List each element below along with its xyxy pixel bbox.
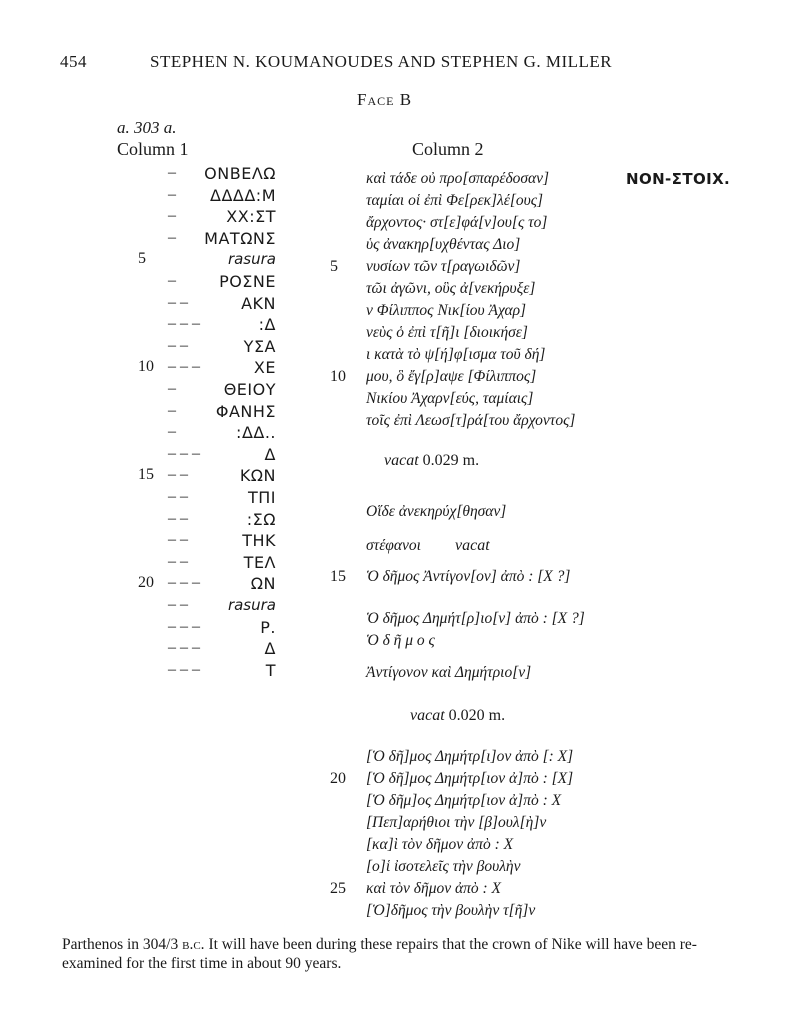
inscription-line: ΤΠΙ (247, 488, 276, 507)
inscription-line: [κα]ὶ τὸν δῆμον ἀπὸ : Χ (366, 836, 514, 853)
lacuna-marks: – – – (168, 617, 200, 635)
inscription-line: Δ (264, 639, 276, 659)
lacuna-marks: – – – (168, 315, 200, 333)
inscription-line: στέφανοι (366, 537, 421, 554)
lacuna-marks: – (168, 380, 176, 397)
inscription-line: Ὁ δῆμος Ἀντίγον[ον] ἀπὸ : [Χ ?] (366, 568, 571, 585)
line-number: 20 (138, 574, 154, 592)
inscription-line: Δ (264, 444, 276, 464)
inscription-line: ΧΧ:ΣΤ (226, 207, 276, 227)
vacat-word: vacat (455, 537, 490, 554)
inscription-line: ΧΕ (253, 358, 276, 378)
inscription-line: ΔΔΔΔ:Μ (210, 185, 276, 205)
inscription-line: ΤΕΛ (243, 552, 276, 572)
non-stoichedon-note: NON-ΣΤΟΙΧ. (626, 170, 731, 188)
footnote (62, 935, 732, 973)
lacuna-marks: – – (168, 552, 188, 570)
page-number: 454 (60, 52, 87, 71)
footnote-text: It will have been during these repairs that the crown of Nike will have been re-examined for the first time in about 90 years. (62, 936, 697, 972)
inscription-line: ΥΣΑ (243, 336, 276, 356)
inscription-line: Ὁ δῆμος Δημήτ[ρ]ιο[ν] ἀπὸ : [Χ ?] (366, 610, 585, 627)
lacuna-marks: – – – (168, 444, 200, 462)
running-title: STEPHEN N. KOUMANOUDES AND STEPHEN G. MILLER (150, 52, 613, 71)
inscription-line: Ἀντίγονον καὶ Δημήτριο[ν] (366, 664, 532, 681)
inscription-line: ὑς ἀνακηρ[υχθέντας Διο] (366, 236, 521, 253)
inscription-line: τῶι ἀγῶνι, οὓς ἀ[νεκήρυξε] (366, 280, 536, 297)
lacuna-marks: – – (168, 596, 188, 613)
vacat-word: vacat (410, 707, 445, 724)
lacuna-marks: – – (168, 531, 188, 549)
vacat-measure: 0.029 m. (422, 452, 480, 469)
inscription-line: ΑΚΝ (241, 293, 276, 313)
line-number: 10 (330, 368, 346, 385)
inscription-line: [Πεπ]αρήθιοι τὴν [β]ουλ[ὴ]ν (366, 814, 547, 831)
lacuna-marks: – (168, 272, 176, 289)
inscription-line: ΦΑΝΗΣ (215, 401, 276, 421)
line-number: 10 (138, 358, 154, 376)
line-number: 15 (330, 568, 346, 585)
inscription-line: Τ (265, 660, 276, 680)
inscription-date: a. 303 a. (117, 118, 177, 137)
lacuna-marks: – – – (168, 358, 200, 376)
inscription-line: νεὺς ὁ ἐπὶ τ[ῆ]ι [διοικήσε] (366, 324, 528, 341)
line-number: 5 (138, 250, 146, 268)
vacat-note (384, 452, 479, 470)
inscription-line: [Ὁ δῆ]μος Δημήτρ[ι]ον ἀπὸ [: Χ] (366, 748, 574, 765)
inscription-line: ΘΕΙΟΥ (223, 380, 276, 399)
inscription-line: rasura (227, 596, 276, 614)
lacuna-marks: – – (168, 293, 188, 311)
inscription-line: καὶ τὸν δῆμον ἀπὸ : Χ (366, 880, 502, 897)
inscription-line: μου, ὃ ἔγ[ρ]αψε [Φίλιππος] (366, 368, 537, 385)
lacuna-marks: – – – (168, 660, 200, 678)
inscription-line: καὶ τάδε οὐ προ[σπαρέδοσαν] (366, 170, 550, 187)
lacuna-marks: – (168, 228, 176, 246)
inscription-line: ν Φίλιππος Νικ[ίου Ἀχαρ] (366, 302, 527, 319)
column-2-heading: Column 2 (412, 139, 484, 159)
inscription-line: ΩΝ (250, 574, 276, 594)
inscription-line: ἄρχοντος· στ[ε]φά[ν]ου[ς το] (366, 214, 548, 231)
lacuna-marks: – – (168, 509, 188, 527)
inscription-line: ΡΟΣΝΕ (219, 272, 276, 291)
inscription-line: ΟΝΒΕΛΩ (204, 164, 276, 183)
face-title: Face B (357, 90, 413, 109)
inscription-line: rasura (227, 250, 276, 269)
line-number: 5 (330, 258, 338, 275)
lacuna-marks: – (168, 423, 176, 441)
vacat-note (455, 537, 490, 555)
inscription-line: :Δ (258, 315, 276, 335)
lacuna-marks: – (168, 207, 176, 225)
vacat-word: vacat (384, 452, 419, 469)
inscription-line: [Ὁ]δῆμος τὴν βουλὴν τ[ῆ]ν (366, 902, 536, 919)
vacat-measure: 0.020 m. (448, 707, 506, 724)
line-number: 20 (330, 770, 346, 787)
inscription-line: :ΔΔ.. (236, 423, 276, 443)
inscription-line: ΚΩΝ (239, 466, 276, 486)
line-number: 25 (330, 880, 346, 897)
lacuna-marks: – (168, 185, 176, 203)
inscription-line: [ο]ἱ ἰσοτελεῖς τὴν βουλὴν (366, 858, 521, 875)
lacuna-marks: – – – (168, 574, 200, 592)
lacuna-marks: – (168, 401, 176, 419)
era-abbreviation: b.c. (182, 936, 205, 953)
lacuna-marks: – – (168, 466, 188, 484)
inscription-line: νυσίων τῶν τ[ραγωιδῶν] (366, 258, 521, 275)
inscription-line: Ὁ δ ῆ μ ο ς (366, 632, 435, 649)
column-1-heading: Column 1 (117, 139, 189, 159)
inscription-line: Οἵδε ἀνεκηρύχ[θησαν] (366, 503, 507, 520)
inscription-line: ΤΗΚ (242, 531, 276, 551)
inscription-line: :ΣΩ (246, 509, 276, 529)
lacuna-marks: – (168, 164, 176, 181)
line-number: 15 (138, 466, 154, 484)
inscription-line: τοῖς ἐπὶ Λεωσ[τ]ρά[του ἄρχοντος] (366, 412, 576, 429)
inscription-line: ι κατὰ τὸ ψ[ή]φ[ισμα τοῦ δή] (366, 346, 546, 363)
vacat-note (410, 707, 505, 725)
inscription-line: ΜΑΤΩΝΣ (204, 228, 276, 248)
inscription-line: [Ὁ δῆ]μος Δημήτρ[ιον ἀ]πὸ : [Χ] (366, 770, 574, 787)
lacuna-marks: – – – (168, 639, 200, 657)
lacuna-marks: – – (168, 488, 188, 505)
inscription-line: Ρ. (260, 617, 276, 637)
inscription-line: ταμίαι οἱ ἐπὶ Φε[ρεκ]λέ[ους] (366, 192, 544, 209)
footnote-text: Parthenos in 304/3 (62, 936, 183, 953)
inscription-line: Νικίου Ἀχαρν[εύς, ταμίαις] (366, 390, 534, 407)
lacuna-marks: – – (168, 336, 188, 354)
inscription-line: [Ὁ δῆμ]ος Δημήτρ[ιον ἀ]πὸ : Χ (366, 792, 562, 809)
